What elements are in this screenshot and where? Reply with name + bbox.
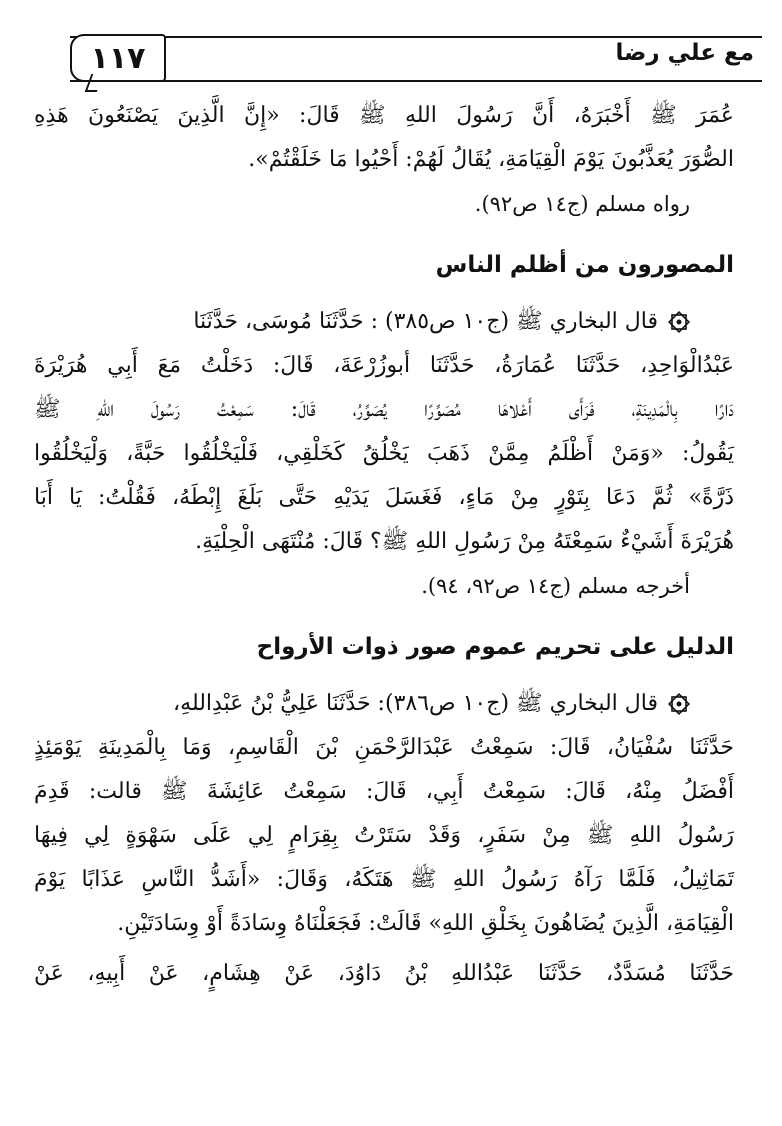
section-2-body <box>34 682 734 996</box>
text-line: حَدَّثَنَا سُفْيَانُ، قَالَ: سَمِعْتُ عَبْدَالرَّحْمَنِ بْنَ الْقَاسِمِ، وَمَا بِالْمَدِينَةِ يَوْمَئِذٍ <box>34 735 734 760</box>
source-reference: أخرجه مسلم (ج١٤ ص٩٢، ٩٤). <box>421 574 690 598</box>
star-ornament-icon <box>668 693 690 715</box>
text-line: عَبْدُالْوَاحِدِ، حَدَّثَنَا عُمَارَةُ، حَدَّثَنَا أبوزُرْعَةَ، قَالَ: دَخَلْتُ مَعَ أَبِي هُرَيْرَةَ <box>34 353 734 378</box>
text-line: عُمَرَ ﷺ أَخْبَرَهُ، أَنَّ رَسُولَ اللهِ ﷺ قَالَ: «إِنَّ الَّذِينَ يَصْنَعُونَ هَذِهِ <box>34 103 734 128</box>
star-ornament-icon <box>668 311 690 333</box>
text-line: قال البخاري ﷺ (ج١٠ ص٣٨٦): حَدَّثَنَا عَلِيُّ بْنُ عَبْدِاللهِ، <box>173 691 658 716</box>
page-number: ١١٧ <box>90 40 146 76</box>
text-line: قال البخاري ﷺ (ج١٠ ص٣٨٥) : حَدَّثَنَا مُوسَى، حَدَّثَنَا <box>193 309 658 334</box>
intro-block <box>34 94 734 226</box>
text-line: الصُّوَرَ يُعَذَّبُونَ يَوْمَ الْقِيَامَةِ، يُقَالُ لَهُمْ: أَحْيُوا مَا خَلَقْتُمْ». <box>248 147 734 172</box>
page-header <box>70 36 762 82</box>
text-line: هُرَيْرَةَ أَشَيْءٌ سَمِعْتَهُ مِنْ رَسُولِ اللهِ ﷺ؟ قَالَ: مُنْتَهَى الْحِلْيَةِ. <box>195 529 734 554</box>
text-line: حَدَّثَنَا مُسَدَّدٌ، حَدَّثَنَا عَبْدُاللهِ بْنُ دَاوُدَ، عَنْ هِشَامٍ، عَنْ أَبِيهِ، عَنْ <box>34 961 734 986</box>
text-line: أَفْضَلُ مِنْهُ، قَالَ: سَمِعْتُ أَبِي، قَالَ: سَمِعْتُ عَائِشَةَ ﷺ قالت: قَدِمَ <box>34 779 734 804</box>
text-line-first <box>34 300 734 344</box>
text-line: ذَرَّةً» ثُمَّ دَعَا بِتَوْرٍ مِنْ مَاءٍ، فَغَسَلَ يَدَيْهِ حَتَّى بَلَغَ إِبْطَهُ، فَقُلْتُ: يَا أَبَا <box>34 485 734 510</box>
section-heading: الدليل على تحريم عموم صور ذوات الأرواح <box>256 634 734 660</box>
text-line-first <box>34 682 734 726</box>
text-line: الْقِيَامَةِ، الَّذِينَ يُضَاهُونَ بِخَلْقِ اللهِ» قَالَتْ: فَجَعَلْنَاهُ وِسَادَةً أَوْ وِسَادَتَيْنِ. <box>117 911 734 936</box>
running-title: مع علي رضا <box>615 40 754 66</box>
section-1-body <box>34 300 734 608</box>
page-body <box>34 94 734 996</box>
section-heading: المصورون من أظلم الناس <box>435 252 734 278</box>
page-number-frame <box>70 34 166 82</box>
text-line: دَارًا بِالْمَدِينَةِ، فَرَأَى أَعْلاهَا مُصَوِّرًا يُصَوِّرُ، قَالَ: سَمِعْتُ رَسُولَ اللهِ ﷺ <box>34 397 734 422</box>
text-line: يَقُولُ: «وَمَنْ أَظْلَمُ مِمَّنْ ذَهَبَ يَخْلُقُ كَخَلْقِي، فَلْيَخْلُقُوا حَبَّةً، وَلْيَخْلُقُوا <box>34 441 734 466</box>
text-line: تَمَاثِيلُ، فَلَمَّا رَآهُ رَسُولُ اللهِ ﷺ هَتَكَهُ، وَقَالَ: «أَشَدُّ النَّاسِ عَذَابًا يَوْمَ <box>34 867 734 892</box>
text-line: رَسُولُ اللهِ ﷺ مِنْ سَفَرٍ، وَقَدْ سَتَرْتُ بِقِرَامٍ لِي عَلَى سَهْوَةٍ لِي فِيهَا <box>34 823 734 848</box>
source-reference: رواه مسلم (ج١٤ ص٩٢). <box>474 192 690 216</box>
